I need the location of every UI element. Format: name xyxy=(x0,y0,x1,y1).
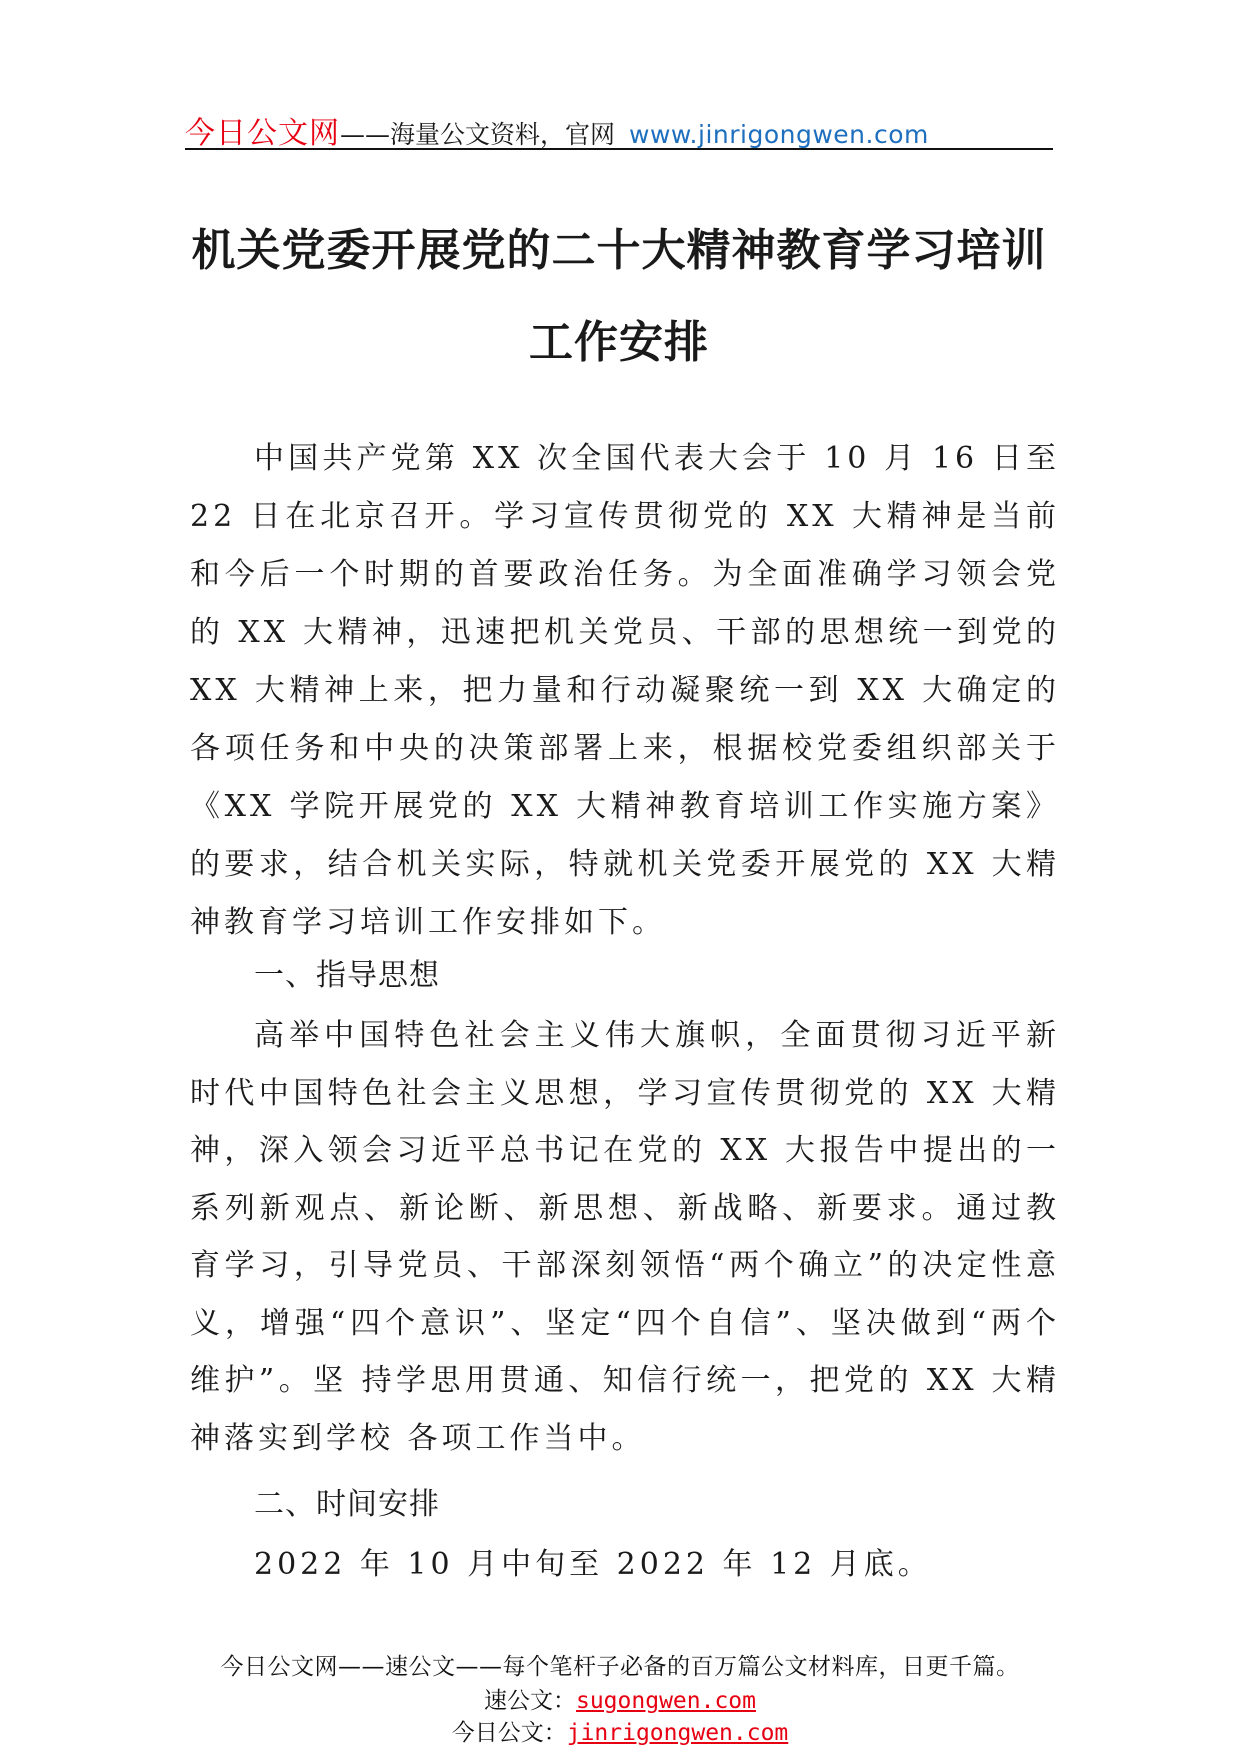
section-heading-schedule: 二、时间安排 xyxy=(254,1487,440,1522)
intro-paragraph: 中国共产党第 XX 次全国代表大会于 10 月 16 日至 22 日在北京召开。学习宣传贯彻党的 XX 大精神是当前和今后一个时期的首要政治任务。为全面准确学习领会党的 XX 大精神，迅速把机关党员、干部的思想统一到党的 XX 大精神上来，把力量和行动凝聚统一到 XX 大确定的各项任务和中央的决策部署上来，根据校党委组织部关于《XX 学院开展党的 XX 大精神教育培训工作实施方案》的要求，结合机关实际，特就机关党委开展党的 XX 大精神教育学习培训工作安排如下。 xyxy=(190,441,1060,940)
footer-slogan: 今日公文网——速公文——每个笔杆子必备的百万篇公文材料库，日更千篇。 xyxy=(220,1654,1020,1680)
page-header xyxy=(185,108,1053,150)
guiding-ideology-paragraph: 高举中国特色社会主义伟大旗帜，全面贯彻习近平新时代中国特色社会主义思想，学习宣传贯彻党的 XX 大精神，深入领会习近平总书记在党的 XX 大报告中提出的一系列新观点、新论断、新思想、新战略、新要求。通过教育学习，引导党员、干部深刻领悟“两个确立”的决定性意义，增强“四个意识”、坚定“四个自信”、坚决做到“两个维护”。坚 持学思用贯通、知信行统一，把党的 XX 大精神落实到学校 各项工作当中。 xyxy=(190,1018,1060,1456)
footer-jinrigongwen xyxy=(0,1718,1240,1748)
schedule-paragraph: 2022 年 10 月中旬至 2022 年 12 月底。 xyxy=(254,1547,932,1582)
site-brand: 今日公文网 xyxy=(185,116,340,151)
footer-sugongwen xyxy=(0,1686,1240,1716)
site-url-link[interactable]: www.jinrigongwen.com xyxy=(629,120,929,149)
sugongwen-link[interactable]: sugongwen.com xyxy=(575,1688,756,1714)
footer-jinrigongwen-label: 今日公文： xyxy=(451,1720,567,1746)
document-title: 机关党委开展党的二十大精神教育学习培训工作安排 xyxy=(191,225,1047,368)
section-heading-guiding-ideology: 一、指导思想 xyxy=(254,958,440,993)
header-divider xyxy=(185,148,1053,150)
jinrigongwen-link[interactable]: jinrigongwen.com xyxy=(566,1720,789,1746)
footer-sugongwen-label: 速公文： xyxy=(483,1688,576,1714)
site-tagline: ——海量公文资料，官网 xyxy=(340,120,616,149)
